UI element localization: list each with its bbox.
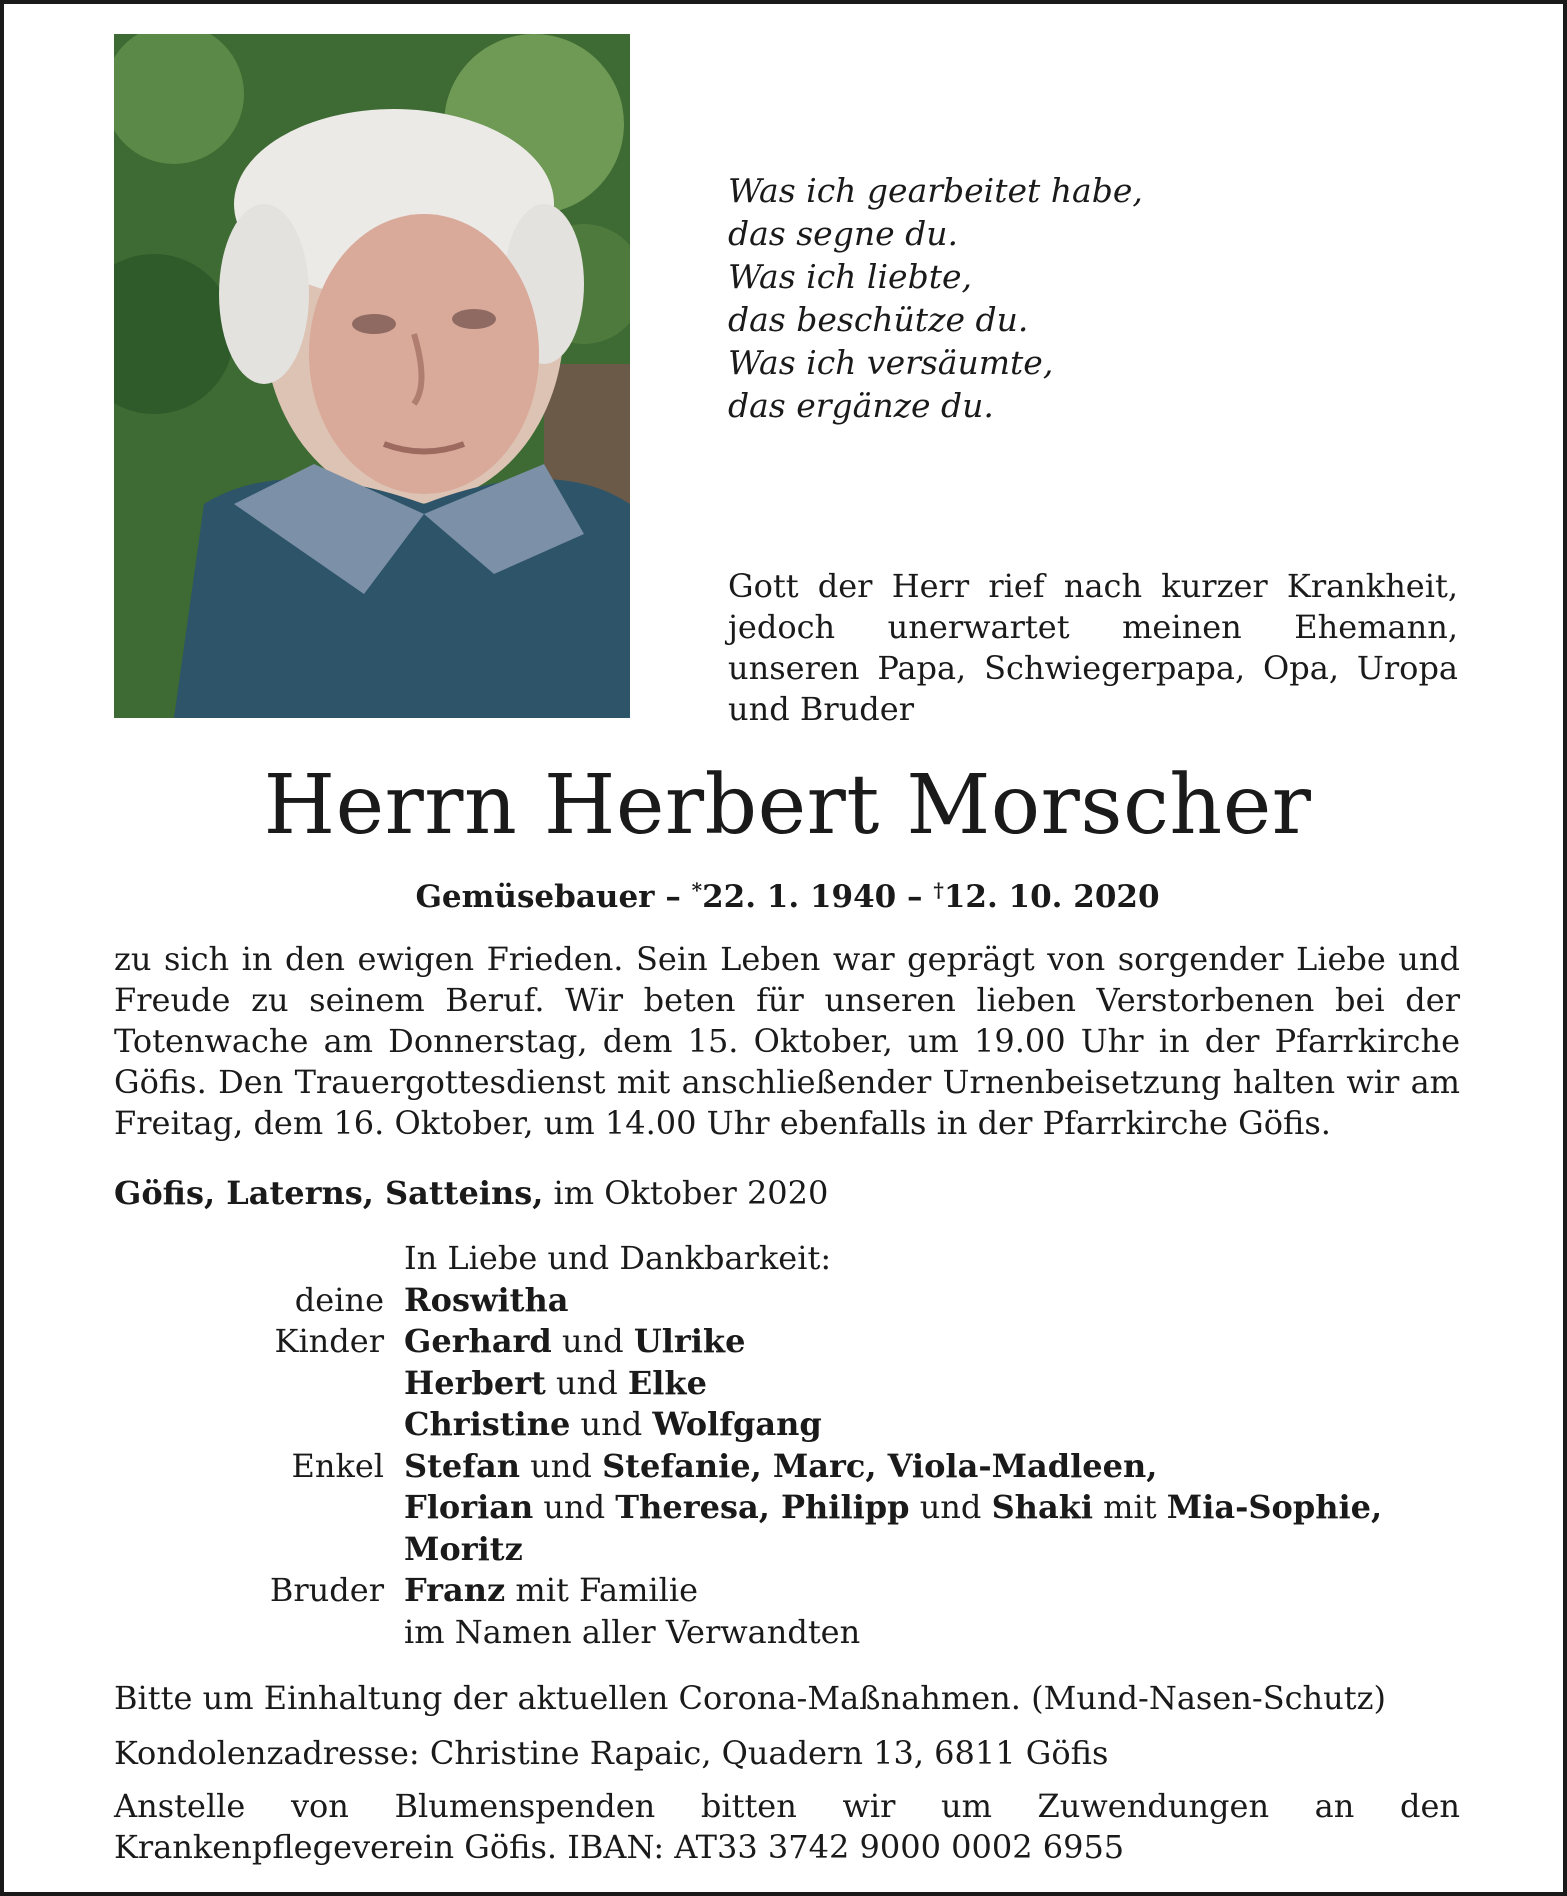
- separator: –: [907, 879, 923, 915]
- word-and: und: [561, 1322, 624, 1360]
- wife-name: Roswitha: [404, 1280, 569, 1319]
- death-symbol: †: [933, 878, 944, 902]
- intro-text: Gott der Herr rief nach kurzer Krankheit, jedoch unerwartet meinen Ehemann, unseren Papa, Schwiegerpapa, Opa, Uropa und Bruder: [728, 567, 1458, 728]
- poem-line: Was ich liebte,: [728, 257, 972, 296]
- child-name: Herbert: [404, 1363, 546, 1402]
- occupation: Gemüsebauer: [415, 879, 655, 915]
- grandchildren-row: [114, 1446, 1460, 1488]
- grandchild-name: Florian: [404, 1488, 534, 1526]
- portrait-photo: [114, 34, 630, 718]
- great-grandchild-name: Mia-Sophie,: [1166, 1488, 1383, 1526]
- grandchildren-row: [114, 1487, 1460, 1529]
- place-date-line: [114, 1173, 1460, 1214]
- wife-row: [114, 1280, 1460, 1322]
- birth-date: 22. 1. 1940: [702, 879, 897, 915]
- poem-line: Was ich versäumte,: [728, 343, 1054, 382]
- brother-name: Franz: [404, 1571, 506, 1609]
- child-partner-name: Wolfgang: [652, 1405, 822, 1443]
- towns: Göfis, Laterns, Satteins,: [114, 1174, 544, 1212]
- word-and: und: [530, 1446, 592, 1485]
- children-row: [114, 1404, 1460, 1446]
- word-with: mit: [1103, 1488, 1157, 1526]
- birth-symbol: *: [691, 878, 703, 902]
- poem-line: das ergänze du.: [728, 386, 994, 425]
- grandchild-name: Shaki: [991, 1488, 1093, 1526]
- portrait-image: [114, 34, 630, 718]
- mourners-heading: In Liebe und Dankbarkeit:: [404, 1239, 832, 1277]
- poem: [728, 169, 1328, 427]
- mourners-heading-row: [114, 1238, 1460, 1280]
- condolence-address: Kondolenzadresse: Christine Rapaic, Quadern 13, 6811 Göfis: [114, 1734, 1109, 1772]
- donation-notice: Anstelle von Blumenspenden bitten wir um Zuwendungen an den Krankenpflegeverein Göfis. IBAN: AT33 3742 9000 0002 6955: [114, 1787, 1460, 1866]
- grandchild-names: Stefanie, Marc, Viola-Madleen,: [602, 1446, 1158, 1485]
- children-role: Kinder: [274, 1322, 384, 1360]
- grandchildren-role: Enkel: [291, 1446, 384, 1485]
- poem-line: das beschütze du.: [728, 300, 1029, 339]
- corona-notice: Bitte um Einhaltung der aktuellen Corona-Maßnahmen. (Mund-Nasen-Schutz): [114, 1679, 1386, 1717]
- grandchildren-row: [114, 1529, 1460, 1571]
- occupation-dates-line: [4, 869, 1567, 918]
- child-partner-name: Ulrike: [633, 1322, 746, 1360]
- great-grandchild-name: Moritz: [404, 1529, 523, 1568]
- child-partner-name: Elke: [627, 1363, 707, 1402]
- death-date: 12. 10. 2020: [943, 879, 1160, 915]
- separator: –: [665, 879, 681, 915]
- poem-line: Was ich gearbeitet habe,: [728, 171, 1143, 210]
- children-row: [114, 1363, 1460, 1405]
- poem-line: das segne du.: [728, 214, 958, 253]
- relatives-text: im Namen aller Verwandten: [404, 1612, 861, 1651]
- relatives-row: [114, 1612, 1460, 1654]
- word-and: und: [919, 1488, 982, 1526]
- brother-suffix: mit Familie: [515, 1571, 699, 1609]
- deceased-name: Herrn Herbert Morscher: [263, 758, 1312, 853]
- mourners-list: [114, 1238, 1460, 1653]
- child-name: Gerhard: [404, 1322, 552, 1360]
- month-year: im Oktober 2020: [553, 1174, 829, 1212]
- child-name: Christine: [404, 1405, 571, 1443]
- word-and: und: [580, 1405, 643, 1443]
- children-row: [114, 1321, 1460, 1363]
- announcement-text: zu sich in den ewigen Frieden. Sein Leben war geprägt von sorgender Liebe und Freude zu seinem Beruf. Wir beten für unseren lieben Verstorbenen bei der Totenwache am Donnerstag, dem 15. Oktober, um 19.00 Uhr in der Pfarrkirche Göfis. Den Trauergottesdienst mit anschließender Urnenbeisetzung halten wir am Freitag, dem 16. Oktober, um 14.00 Uhr ebenfalls in der Pfarrkirche Göfis.: [114, 940, 1460, 1142]
- wife-role: deine: [294, 1280, 384, 1319]
- brother-row: [114, 1570, 1460, 1612]
- grandchild-names: Theresa, Philipp: [615, 1488, 910, 1526]
- brother-role: Bruder: [269, 1571, 384, 1609]
- word-and: und: [543, 1488, 606, 1526]
- grandchild-name: Stefan: [404, 1446, 521, 1485]
- word-and: und: [556, 1363, 618, 1402]
